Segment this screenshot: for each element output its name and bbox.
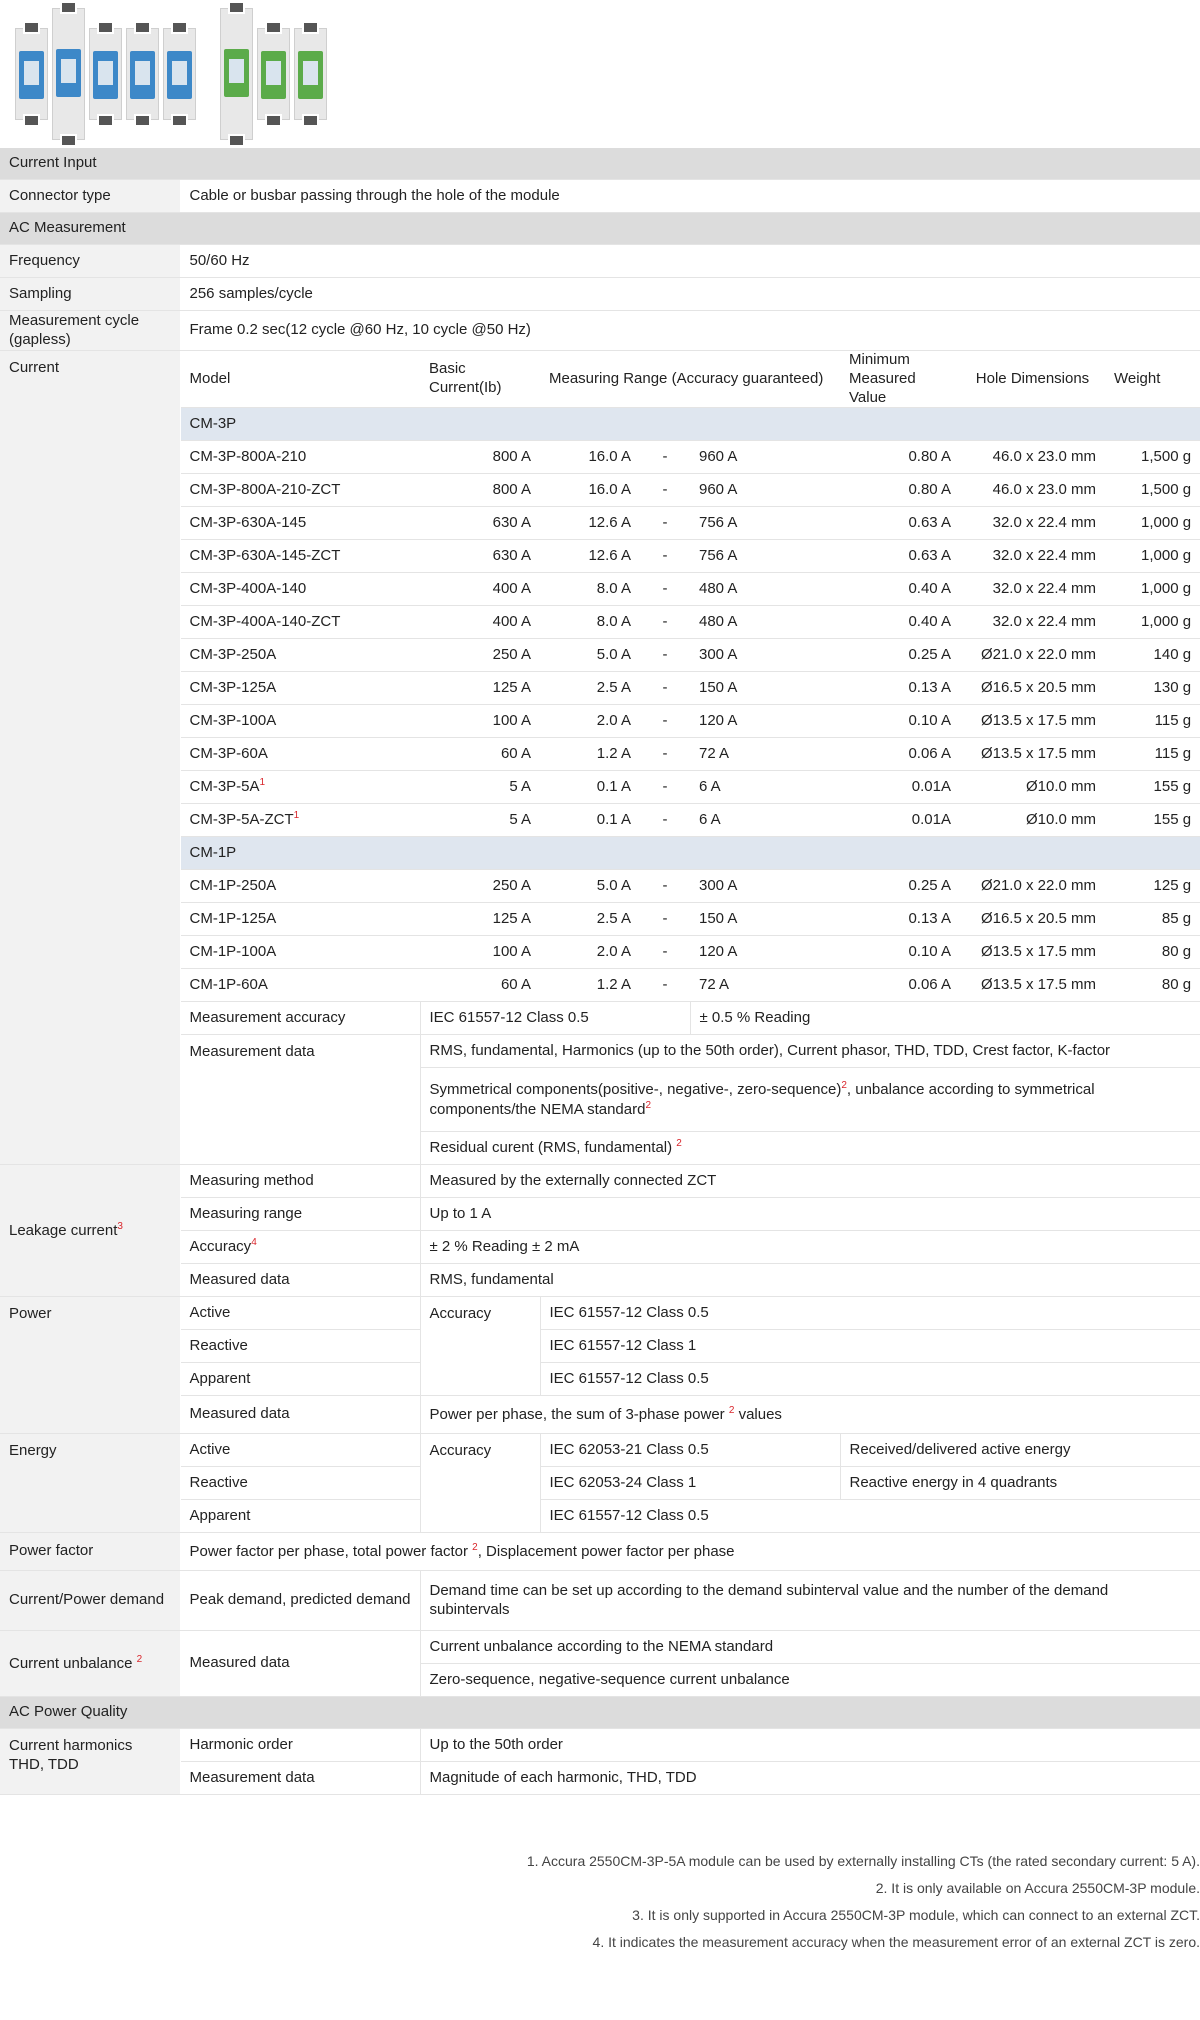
hole-dimensions: 32.0 x 22.4 mm	[960, 507, 1105, 540]
sub-label: Measuring method	[180, 1165, 420, 1198]
range-dash: -	[640, 771, 690, 804]
minimum-value: 0.80 A	[840, 441, 960, 474]
range-low: 8.0 A	[540, 606, 640, 639]
sub-note: Reactive energy in 4 quadrants	[840, 1467, 1200, 1500]
model-name: CM-3P-400A-140-ZCT	[180, 606, 420, 639]
weight: 115 g	[1105, 705, 1200, 738]
footnote: 1. Accura 2550CM-3P-5A module can be used by externally installing CTs (the rated secondary current: 5 A).	[526, 1853, 1200, 1869]
sub-label: Reactive	[180, 1330, 420, 1363]
power-label: Power	[0, 1297, 180, 1434]
range-dash: -	[640, 870, 690, 903]
basic-current: 100 A	[420, 936, 540, 969]
table-row	[0, 606, 1200, 639]
sub-label: Measured data	[180, 1264, 420, 1297]
minimum-value: 0.63 A	[840, 507, 960, 540]
range-high: 960 A	[690, 441, 840, 474]
minimum-value: 0.10 A	[840, 705, 960, 738]
minimum-value: 0.63 A	[840, 540, 960, 573]
current-block	[0, 351, 1200, 1165]
model-name: CM-3P-630A-145-ZCT	[180, 540, 420, 573]
hole-dimensions: Ø21.0 x 22.0 mm	[960, 870, 1105, 903]
sub-value: IEC 61557-12 Class 0.5	[540, 1500, 1200, 1533]
weight: 125 g	[1105, 870, 1200, 903]
group-header: CM-1P	[180, 837, 1200, 870]
range-dash: -	[640, 540, 690, 573]
range-dash: -	[640, 474, 690, 507]
range-dash: -	[640, 903, 690, 936]
header-range: Measuring Range (Accuracy guaranteed)	[540, 351, 840, 408]
range-high: 480 A	[690, 606, 840, 639]
minimum-value: 0.13 A	[840, 672, 960, 705]
footnote: 4. It indicates the measurement accuracy when the measurement error of an external ZCT is zero.	[592, 1934, 1200, 1950]
row-value: 256 samples/cycle	[180, 278, 1200, 311]
range-dash: -	[640, 639, 690, 672]
sub-value: IEC 61557-12 Class 0.5	[540, 1363, 1200, 1396]
spec-rest	[0, 1165, 1200, 1795]
range-dash: -	[640, 705, 690, 738]
section-current-input: Current Input	[0, 148, 1200, 180]
sub-label: Reactive	[180, 1467, 420, 1500]
weight: 155 g	[1105, 804, 1200, 837]
table-row	[0, 870, 1200, 903]
sub-label: Peak demand, predicted demand	[180, 1571, 420, 1631]
sub-note: Received/delivered active energy	[840, 1434, 1200, 1467]
sub-label: Measured data	[180, 1631, 420, 1697]
model-name: CM-3P-5A-ZCT$^1$	[180, 804, 420, 837]
sub-label: Apparent	[180, 1500, 420, 1533]
sub-label: Measuring range	[180, 1198, 420, 1231]
module-icon-blue	[126, 28, 159, 120]
basic-current: 5 A	[420, 804, 540, 837]
basic-current: 400 A	[420, 606, 540, 639]
accuracy-reading: ± 0.5 % Reading	[690, 1002, 1200, 1035]
range-high: 756 A	[690, 540, 840, 573]
weight: 115 g	[1105, 738, 1200, 771]
sub-value: Up to the 50th order	[420, 1729, 1200, 1762]
model-name: CM-3P-400A-140	[180, 573, 420, 606]
model-name: CM-1P-60A	[180, 969, 420, 1002]
section-ac-power-quality: AC Power Quality	[0, 1697, 1200, 1729]
sub-value: Power per phase, the sum of 3-phase power $^2$ values	[420, 1396, 1200, 1434]
measurement-data-line: Residual curent (RMS, fundamental) $^2$	[420, 1132, 1200, 1165]
table-row	[0, 540, 1200, 573]
hole-dimensions: 32.0 x 22.4 mm	[960, 573, 1105, 606]
hole-dimensions: 46.0 x 23.0 mm	[960, 474, 1105, 507]
model-name: CM-1P-100A	[180, 936, 420, 969]
weight: 85 g	[1105, 903, 1200, 936]
weight: 155 g	[1105, 771, 1200, 804]
row-label: Frequency	[0, 245, 180, 278]
hole-dimensions: Ø10.0 mm	[960, 804, 1105, 837]
range-low: 2.5 A	[540, 903, 640, 936]
range-high: 300 A	[690, 870, 840, 903]
range-dash: -	[640, 738, 690, 771]
weight: 140 g	[1105, 639, 1200, 672]
hole-dimensions: Ø21.0 x 22.0 mm	[960, 639, 1105, 672]
range-dash: -	[640, 672, 690, 705]
range-dash: -	[640, 441, 690, 474]
range-dash: -	[640, 606, 690, 639]
sub-value: Current unbalance according to the NEMA standard	[420, 1631, 1200, 1664]
range-low: 12.6 A	[540, 540, 640, 573]
hole-dimensions: Ø16.5 x 20.5 mm	[960, 672, 1105, 705]
basic-current: 800 A	[420, 441, 540, 474]
model-name: CM-3P-630A-145	[180, 507, 420, 540]
product-images	[10, 8, 350, 140]
module-icon-blue	[52, 8, 85, 140]
row-label: Connector type	[0, 180, 180, 213]
range-high: 480 A	[690, 573, 840, 606]
range-high: 72 A	[690, 738, 840, 771]
group-header: CM-3P	[180, 408, 1200, 441]
hole-dimensions: Ø13.5 x 17.5 mm	[960, 969, 1105, 1002]
footnote-ref: 2	[472, 1541, 478, 1553]
power-factor-label: Power factor	[0, 1533, 180, 1571]
footnote-ref: 2	[728, 1404, 735, 1416]
table-row	[0, 903, 1200, 936]
sub-label: Harmonic order	[180, 1729, 420, 1762]
minimum-value: 0.06 A	[840, 738, 960, 771]
footnote-ref: 2	[676, 1138, 682, 1150]
row-label: Measurement cycle (gapless)	[0, 311, 180, 351]
model-name: CM-3P-100A	[180, 705, 420, 738]
row-value: Cable or busbar passing through the hole of the module	[180, 180, 1200, 213]
range-high: 6 A	[690, 804, 840, 837]
model-name: CM-3P-60A	[180, 738, 420, 771]
basic-current: 125 A	[420, 672, 540, 705]
range-dash: -	[640, 573, 690, 606]
hole-dimensions: 46.0 x 23.0 mm	[960, 441, 1105, 474]
basic-current: 250 A	[420, 870, 540, 903]
hole-dimensions: Ø10.0 mm	[960, 771, 1105, 804]
basic-current: 125 A	[420, 903, 540, 936]
basic-current: 60 A	[420, 969, 540, 1002]
module-icon-green	[220, 8, 253, 140]
module-icon-green	[294, 28, 327, 120]
module-icon-green	[257, 28, 290, 120]
minimum-value: 0.40 A	[840, 606, 960, 639]
minimum-value: 0.06 A	[840, 969, 960, 1002]
row-value: 50/60 Hz	[180, 245, 1200, 278]
range-low: 8.0 A	[540, 573, 640, 606]
range-high: 300 A	[690, 639, 840, 672]
unbalance-label: Current unbalance $^2$	[0, 1631, 180, 1697]
range-high: 120 A	[690, 936, 840, 969]
weight: 130 g	[1105, 672, 1200, 705]
basic-current: 400 A	[420, 573, 540, 606]
minimum-value: 0.25 A	[840, 639, 960, 672]
weight: 80 g	[1105, 936, 1200, 969]
table-row	[0, 936, 1200, 969]
weight: 1,000 g	[1105, 573, 1200, 606]
range-low: 1.2 A	[540, 738, 640, 771]
sub-label: Accuracy$^4$	[180, 1231, 420, 1264]
range-low: 16.0 A	[540, 441, 640, 474]
accuracy-label: Accuracy	[420, 1434, 540, 1533]
basic-current: 630 A	[420, 540, 540, 573]
footnote-ref: 3	[117, 1220, 123, 1232]
hole-dimensions: Ø13.5 x 17.5 mm	[960, 705, 1105, 738]
sub-label: Active	[180, 1434, 420, 1467]
harmonics-label: Current harmonics THD, TDD	[0, 1729, 180, 1795]
measurement-data-line: RMS, fundamental, Harmonics (up to the 50th order), Current phasor, THD, TDD, Crest factor, K-factor	[420, 1035, 1200, 1068]
basic-current: 250 A	[420, 639, 540, 672]
measurement-data-label: Measurement data	[180, 1035, 420, 1165]
hole-dimensions: 32.0 x 22.4 mm	[960, 606, 1105, 639]
demand-label: Current/Power demand	[0, 1571, 180, 1631]
weight: 80 g	[1105, 969, 1200, 1002]
power-factor-value: Power factor per phase, total power factor $^2$, Displacement power factor per phase	[180, 1533, 1200, 1571]
sub-value: Up to 1 A	[420, 1198, 1200, 1231]
range-high: 960 A	[690, 474, 840, 507]
minimum-value: 0.10 A	[840, 936, 960, 969]
range-high: 120 A	[690, 705, 840, 738]
range-low: 1.2 A	[540, 969, 640, 1002]
sub-label: Apparent	[180, 1363, 420, 1396]
weight: 1,500 g	[1105, 441, 1200, 474]
module-icon-blue	[163, 28, 196, 120]
range-high: 72 A	[690, 969, 840, 1002]
sub-value: Magnitude of each harmonic, THD, TDD	[420, 1762, 1200, 1795]
basic-current: 5 A	[420, 771, 540, 804]
table-row	[0, 738, 1200, 771]
model-name: $CM-3P-5A^1$	[180, 771, 420, 804]
hole-dimensions: 32.0 x 22.4 mm	[960, 540, 1105, 573]
table-row	[0, 672, 1200, 705]
table-row	[0, 705, 1200, 738]
sub-label: Measured data	[180, 1396, 420, 1434]
hole-dimensions: Ø13.5 x 17.5 mm	[960, 738, 1105, 771]
range-low: 5.0 A	[540, 639, 640, 672]
range-high: 6 A	[690, 771, 840, 804]
range-low: 2.5 A	[540, 672, 640, 705]
table-row	[0, 474, 1200, 507]
minimum-value: 0.40 A	[840, 573, 960, 606]
range-dash: -	[640, 804, 690, 837]
range-high: 150 A	[690, 903, 840, 936]
minimum-value: 0.80 A	[840, 474, 960, 507]
minimum-value: 0.01A	[840, 804, 960, 837]
range-low: 0.1 A	[540, 804, 640, 837]
range-low: 12.6 A	[540, 507, 640, 540]
range-low: 2.0 A	[540, 936, 640, 969]
header-weight: Weight	[1105, 351, 1200, 408]
leakage-label: Leakage current$^3$	[0, 1165, 180, 1297]
minimum-value: 0.01A	[840, 771, 960, 804]
table-row	[0, 573, 1200, 606]
footnote-ref: 2	[841, 1080, 847, 1091]
energy-label: Energy	[0, 1434, 180, 1533]
table-row	[0, 804, 1200, 837]
accuracy-label: Measurement accuracy	[180, 1002, 420, 1035]
sub-value: IEC 61557-12 Class 0.5	[540, 1297, 1200, 1330]
sub-value: IEC 62053-24 Class 1	[540, 1467, 840, 1500]
footnote-ref: 2	[645, 1099, 652, 1111]
range-high: 756 A	[690, 507, 840, 540]
basic-current: 630 A	[420, 507, 540, 540]
header-basic: Basic Current(Ib)	[420, 351, 540, 408]
footnote-ref: 4	[251, 1237, 257, 1249]
table-row	[0, 771, 1200, 804]
accuracy-class: IEC 61557-12 Class 0.5	[420, 1002, 690, 1035]
basic-current: 60 A	[420, 738, 540, 771]
footnote-ref: 1	[259, 777, 266, 789]
sub-value: Demand time can be set up according to the demand subinterval value and the number of the demand subintervals	[420, 1571, 1200, 1631]
weight: 1,000 g	[1105, 606, 1200, 639]
footnotes	[100, 1848, 1200, 1956]
sub-value: RMS, fundamental	[420, 1264, 1200, 1297]
sub-value: IEC 61557-12 Class 1	[540, 1330, 1200, 1363]
model-name: CM-1P-125A	[180, 903, 420, 936]
table-row	[0, 969, 1200, 1002]
table-row	[0, 507, 1200, 540]
header-hole: Hole Dimensions	[960, 351, 1105, 408]
sub-value: Zero-sequence, negative-sequence current unbalance	[420, 1664, 1200, 1697]
row-label: Sampling	[0, 278, 180, 311]
header-model: Model	[180, 351, 420, 408]
range-dash: -	[640, 969, 690, 1002]
sub-value: ± 2 % Reading ± 2 mA	[420, 1231, 1200, 1264]
sub-label: Measurement data	[180, 1762, 420, 1795]
range-low: 0.1 A	[540, 771, 640, 804]
range-high: 150 A	[690, 672, 840, 705]
footnote-ref: 1	[293, 810, 300, 822]
hole-dimensions: Ø13.5 x 17.5 mm	[960, 936, 1105, 969]
footnote-ref: 2	[136, 1653, 143, 1665]
sub-value: IEC 62053-21 Class 0.5	[540, 1434, 840, 1467]
model-name: CM-3P-800A-210-ZCT	[180, 474, 420, 507]
range-low: 2.0 A	[540, 705, 640, 738]
row-value: Frame 0.2 sec(12 cycle @60 Hz, 10 cycle @50 Hz)	[180, 311, 1200, 351]
measurement-data-line: Symmetrical components(positive-, negative-, zero-sequence)$^2$, unbalance according to symmetrical components/the NEMA standard$^2$	[420, 1068, 1200, 1132]
minimum-value: 0.25 A	[840, 870, 960, 903]
table-row	[0, 441, 1200, 474]
basic-current: 100 A	[420, 705, 540, 738]
header-minimum: Minimum Measured Value	[840, 351, 960, 408]
basic-current: 800 A	[420, 474, 540, 507]
weight: 1,500 g	[1105, 474, 1200, 507]
range-low: 5.0 A	[540, 870, 640, 903]
spec-table	[0, 148, 1200, 1795]
hole-dimensions: Ø16.5 x 20.5 mm	[960, 903, 1105, 936]
minimum-value: 0.13 A	[840, 903, 960, 936]
sub-value: Measured by the externally connected ZCT	[420, 1165, 1200, 1198]
module-icon-blue	[89, 28, 122, 120]
weight: 1,000 g	[1105, 507, 1200, 540]
range-dash: -	[640, 936, 690, 969]
table-row	[0, 639, 1200, 672]
model-name: CM-3P-800A-210	[180, 441, 420, 474]
sub-label: Active	[180, 1297, 420, 1330]
model-name: CM-3P-125A	[180, 672, 420, 705]
range-low: 16.0 A	[540, 474, 640, 507]
current-label: Current	[0, 351, 180, 1165]
range-dash: -	[640, 507, 690, 540]
module-icon-blue	[15, 28, 48, 120]
weight: 1,000 g	[1105, 540, 1200, 573]
footnote: 3. It is only supported in Accura 2550CM-3P module, which can connect to an external ZCT.	[632, 1907, 1200, 1923]
section-ac-measurement: AC Measurement	[0, 213, 1200, 245]
model-name: CM-3P-250A	[180, 639, 420, 672]
footnote: 2. It is only available on Accura 2550CM-3P module.	[875, 1880, 1200, 1896]
accuracy-label: Accuracy	[420, 1297, 540, 1396]
model-name: CM-1P-250A	[180, 870, 420, 903]
